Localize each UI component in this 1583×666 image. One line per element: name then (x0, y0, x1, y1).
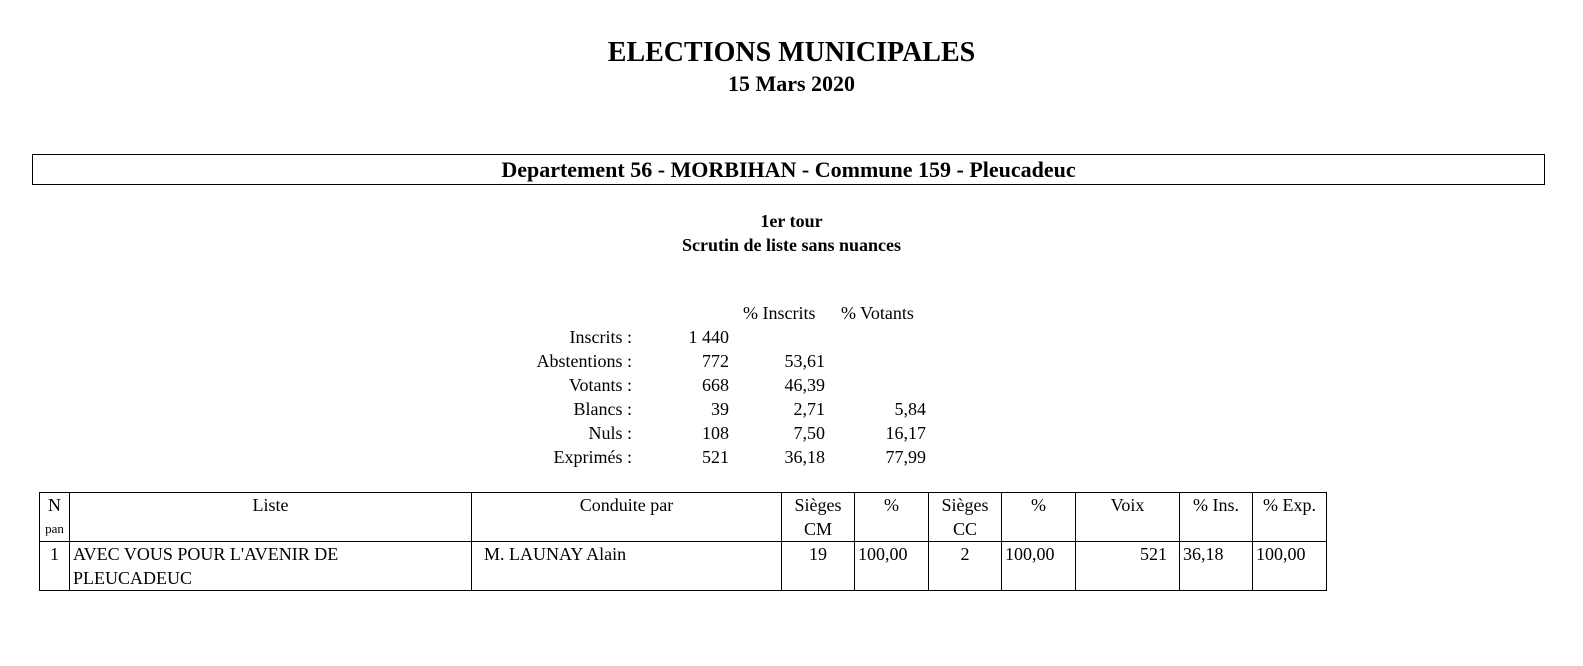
row-voix: 521 (1076, 542, 1180, 591)
header-liste: Liste (70, 493, 472, 518)
header-sieges-cm-sub: CM (782, 517, 855, 542)
election-date: 15 Mars 2020 (727, 71, 856, 96)
row-pct-exp: 100,00 (1253, 542, 1327, 591)
row-pct-ins: 36,18 (1180, 542, 1253, 591)
row-liste (70, 542, 472, 591)
row-conduite: M. LAUNAY Alain (472, 542, 782, 591)
location-banner: Departement 56 - MORBIHAN - Commune 159 - Pleucadeuc (32, 154, 1545, 185)
row-sieges-cm: 19 (782, 542, 855, 591)
stats-pct-inscrits-abstentions: 53,61 (784, 351, 825, 371)
stats-pct-votants-exprimes: 77,99 (885, 447, 926, 467)
stats-value-exprimes: 521 (702, 447, 729, 467)
header-conduite-cont (472, 517, 782, 542)
table-row (40, 542, 1327, 591)
header-conduite: Conduite par (472, 493, 782, 518)
stats-value-abstentions: 772 (702, 351, 729, 371)
row-n: 1 (40, 542, 70, 591)
header-pct-exp: % Exp. (1253, 493, 1327, 518)
header-pan: pan (40, 517, 70, 542)
stats-pct-inscrits-blancs: 2,71 (793, 399, 825, 419)
results-table (39, 492, 1327, 591)
round-label: 1er tour (760, 211, 823, 231)
scrutin-type: Scrutin de liste sans nuances (681, 235, 902, 255)
page-title: ELECTIONS MUNICIPALES (607, 37, 976, 68)
header-voix-cont (1076, 517, 1180, 542)
stats-pct-inscrits-exprimes: 36,18 (784, 447, 825, 467)
header-pct-ins-cont (1180, 517, 1253, 542)
stats-header-pct-inscrits: % Inscrits (743, 303, 816, 323)
header-sieges-cc: Sièges (929, 493, 1002, 518)
row-sieges-cc: 2 (929, 542, 1002, 591)
header-n: N (40, 493, 70, 518)
row-liste-line2: PLEUCADEUC (73, 568, 193, 588)
header-pct-cm-cont (855, 517, 929, 542)
header-voix: Voix (1076, 493, 1180, 518)
stats-label-nuls: Nuls : (588, 423, 632, 443)
header-pct-exp-cont (1253, 517, 1327, 542)
header-pct-ins: % Ins. (1180, 493, 1253, 518)
stats-pct-votants-blancs: 5,84 (894, 399, 926, 419)
results-header-row-2 (40, 517, 1327, 542)
stats-pct-inscrits-votants: 46,39 (784, 375, 825, 395)
row-pct-cm: 100,00 (855, 542, 929, 591)
stats-value-blancs: 39 (711, 399, 729, 419)
header-pct-cc-cont (1002, 517, 1076, 542)
stats-pct-inscrits-nuls: 7,50 (793, 423, 825, 443)
stats-value-nuls: 108 (702, 423, 729, 443)
header-sieges-cm: Sièges (782, 493, 855, 518)
stats-value-votants: 668 (702, 375, 729, 395)
stats-label-exprimes: Exprimés : (553, 447, 632, 467)
stats-pct-votants-nuls: 16,17 (885, 423, 926, 443)
stats-value-inscrits: 1 440 (688, 327, 729, 347)
row-liste-line1: AVEC VOUS POUR L'AVENIR DE (73, 544, 339, 564)
stats-header-pct-votants: % Votants (841, 303, 914, 323)
header-pct-cm: % (855, 493, 929, 518)
header-pct-cc: % (1002, 493, 1076, 518)
stats-label-abstentions: Abstentions : (536, 351, 632, 371)
stats-label-votants: Votants : (568, 375, 632, 395)
header-sieges-cc-sub: CC (929, 517, 1002, 542)
header-liste-cont (70, 517, 472, 542)
stats-label-inscrits: Inscrits : (569, 327, 632, 347)
row-pct-cc: 100,00 (1002, 542, 1076, 591)
results-header-row-1 (40, 493, 1327, 518)
stats-label-blancs: Blancs : (573, 399, 632, 419)
